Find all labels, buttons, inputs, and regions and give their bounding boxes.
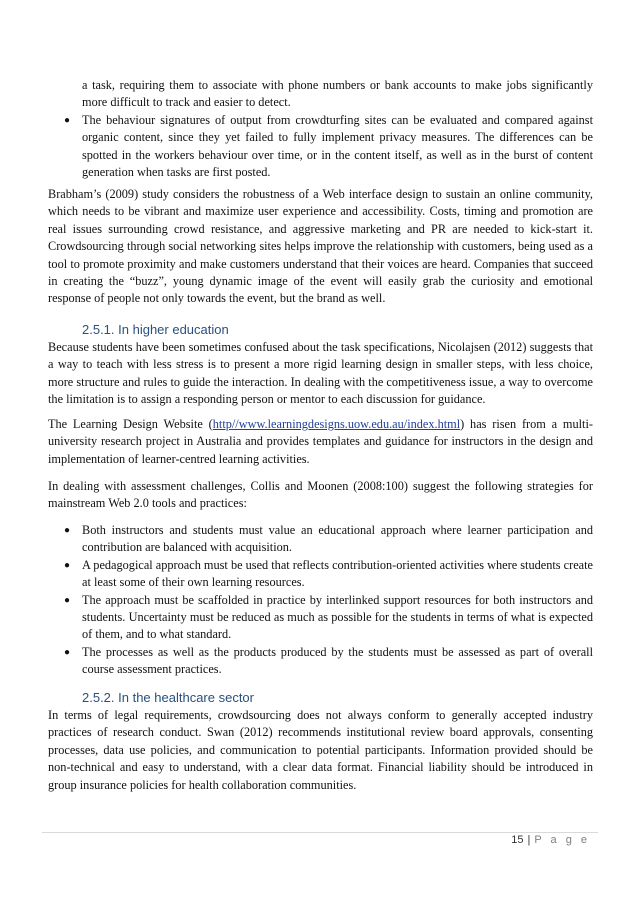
- page-footer: [511, 834, 590, 846]
- learning-design-link[interactable]: http//www.learningdesigns.uow.edu.au/index.html: [212, 417, 461, 431]
- paragraph-learning-design-website: The Learning Design Website (http//www.learningdesigns.uow.edu.au/index.html) has risen from a multi-university research project in Australia and provides templates and guidance for instructors in the design and implementation of learner-centred learning activities.: [48, 417, 593, 466]
- list-item: ● The behaviour signatures of output from crowdturfing sites can be evaluated and compared against organic content, since they yet failed to fully implement privacy measures. The differences can be spotted in the workers behaviour over time, or in the content itself, as well as in the burst of content generation when tasks are first posted.: [64, 113, 593, 180]
- page-number: 15: [511, 834, 524, 846]
- list-item: ● A pedagogical approach must be used that reflects contribution-oriented activities where students create at least some of their own learning resources.: [64, 557, 593, 590]
- paragraph-collis-moonen: In dealing with assessment challenges, Collis and Moonen (2008:100) suggest the following strategies for mainstream Web 2.0 tools and practices:: [48, 479, 593, 511]
- paragraph-higher-education: Because students have been sometimes confused about the task specifications, Nicolajsen (2012) suggests that a way to teach with less stress is to present a more rigid learning design in smaller steps, with less choice, more structure and rules to guide the interaction. In dealing with the competitiveness issue, a way to overcome the limitation is to assign a responding person or mentor to each discussion for guidance.: [48, 340, 593, 407]
- strategies-list: [48, 522, 593, 679]
- paragraph-healthcare: In terms of legal requirements, crowdsourcing does not always conform to generally accepted industry practices of research conduct. Swan (2012) recommends institutional review board approvals, consenting processes, data use policies, and communication to potential participants. Information provided should be non-technical and easy to understand, with a clear data format. Financial liability should be introduced in group insurance policies for health collaboration communities.: [48, 708, 593, 792]
- section-heading-healthcare: 2.5.2. In the healthcare sector: [82, 690, 254, 705]
- bullet-icon: ●: [64, 594, 71, 606]
- bullet-icon: ●: [64, 559, 71, 571]
- bullet-continuation: a task, requiring them to associate with phone numbers or bank accounts to make jobs significantly more difficult to track and easier to detect.: [82, 78, 593, 110]
- list-item: ● The approach must be scaffolded in practice by interlinked support resources for both instructors and students. Uncertainty must be reduced as much as possible for the students in terms of what is expected of them, and to what standard.: [64, 592, 593, 642]
- list-item: ● Both instructors and students must value an educational approach where learner participation and contribution are balanced with acquisition.: [64, 523, 593, 555]
- paragraph-brabham: Brabham’s (2009) study considers the robustness of a Web interface design to sustain an online community, which needs to be vibrant and maximize user experience and accessibility. Costs, timing and promotion are real issues surrounding crowd resistance, and aggressive marketing and PR are needed to kick-start it. Crowdsourcing through social networking sites helps improve the relationship with customers, being used as a tool to promote proximity and make customers understand that their voices are heard. Companies that succeed in creating the “buzz”, young dynamic image of the event will easily grab the curiosity and emotional response of people not only towards the event, but the brand as well.: [48, 187, 593, 306]
- footer-divider: [42, 832, 598, 833]
- page-label: P a g e: [534, 834, 590, 846]
- top-bullet-list: [48, 112, 593, 182]
- bullet-icon: ●: [64, 115, 71, 126]
- bullet-icon: ●: [64, 525, 71, 536]
- footer-separator: |: [527, 834, 531, 846]
- section-heading-higher-education: 2.5.1. In higher education: [82, 322, 229, 337]
- bullet-icon: ●: [64, 646, 71, 658]
- list-item: ● The processes as well as the products produced by the students must be assessed as part of overall course assessment practices.: [64, 644, 593, 677]
